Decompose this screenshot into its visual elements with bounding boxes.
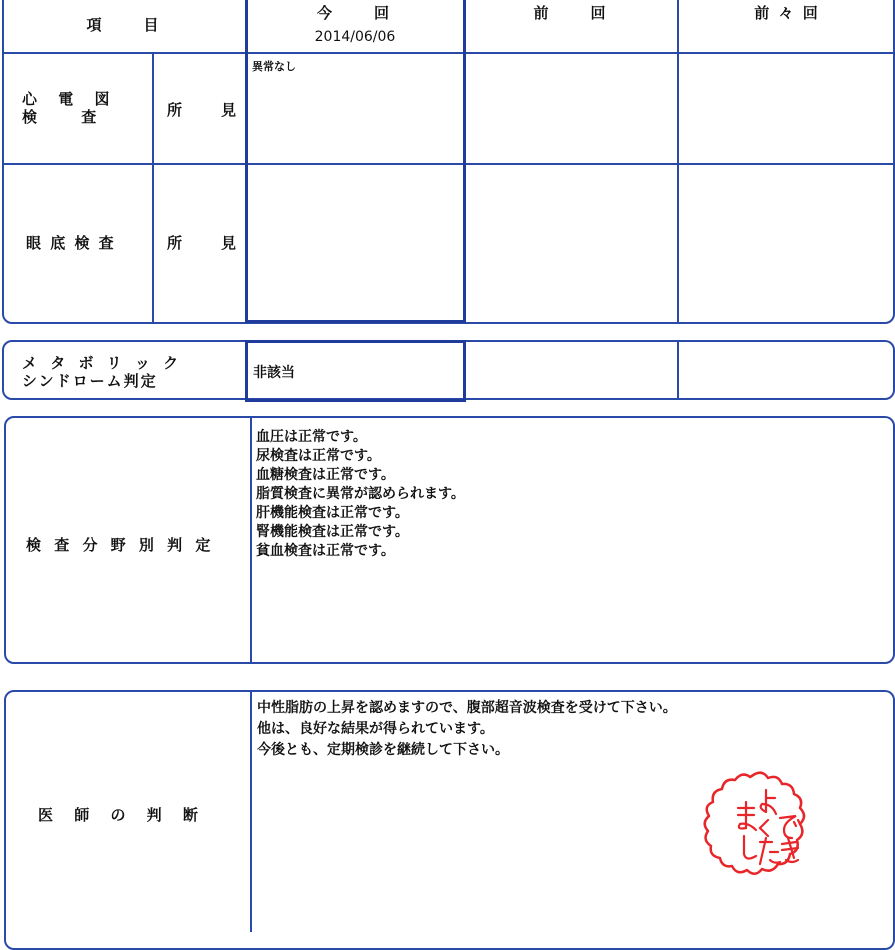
category-line: 血糖検査は正常です。 <box>256 467 395 483</box>
fundus-sublabel: 所 見 <box>167 234 249 252</box>
doctor-lines <box>257 698 677 761</box>
header-item: 項 目 <box>86 16 163 34</box>
current-column-right <box>463 0 466 323</box>
header-previous: 前 回 <box>533 4 610 22</box>
top-table <box>2 0 895 324</box>
ecg-current-value: 異常なし <box>252 60 296 73</box>
ecg-label-top: 心 電 図 <box>22 90 118 108</box>
header-before-previous: 前 々 回 <box>754 4 820 22</box>
stamp-text: よくできました <box>700 768 707 769</box>
fundus-label: 眼 底 検 査 <box>26 234 116 252</box>
current-column-left <box>245 0 248 323</box>
metabolic-label-top: メ タ ボ リ ッ ク <box>22 354 183 372</box>
header-divider <box>2 52 895 54</box>
doctor-line: 今後とも、定期検診を継続して下さい。 <box>257 742 509 758</box>
ecg-label-bottom: 検 査 <box>22 108 105 126</box>
category-label: 検 査 分 野 別 判 定 <box>26 536 215 554</box>
doctor-label: 医 師 の 判 断 <box>38 806 206 824</box>
category-line: 腎機能検査は正常です。 <box>256 524 409 540</box>
category-line: 尿検査は正常です。 <box>256 448 381 464</box>
row-divider <box>2 163 895 165</box>
metabolic-label-bottom: シンドローム判定 <box>22 372 158 390</box>
yokudekimashita-stamp-icon <box>700 768 810 888</box>
doctor-line: 中性脂肪の上昇を認めますので、腹部超音波検査を受けて下さい。 <box>257 700 677 716</box>
ecg-sublabel: 所 見 <box>167 101 249 119</box>
metabolic-current-value: 非該当 <box>253 365 295 381</box>
category-line: 貧血検査は正常です。 <box>256 543 395 559</box>
previous-column-divider <box>677 0 679 322</box>
doctor-divider <box>250 692 252 932</box>
header-current-date: 2014/06/06 <box>314 29 396 45</box>
category-divider <box>250 418 252 662</box>
label-subcolumn-divider <box>152 52 154 322</box>
category-line: 肝機能検査は正常です。 <box>256 505 409 521</box>
doctor-line: 他は、良好な結果が得られています。 <box>257 721 494 737</box>
category-lines <box>256 428 465 561</box>
category-line: 血圧は正常です。 <box>256 429 367 445</box>
header-current: 今 回 <box>316 4 393 22</box>
current-column-bottom <box>245 320 466 323</box>
category-line: 脂質検査に異常が認められます。 <box>256 486 465 502</box>
metabolic-previous-divider <box>677 340 679 400</box>
